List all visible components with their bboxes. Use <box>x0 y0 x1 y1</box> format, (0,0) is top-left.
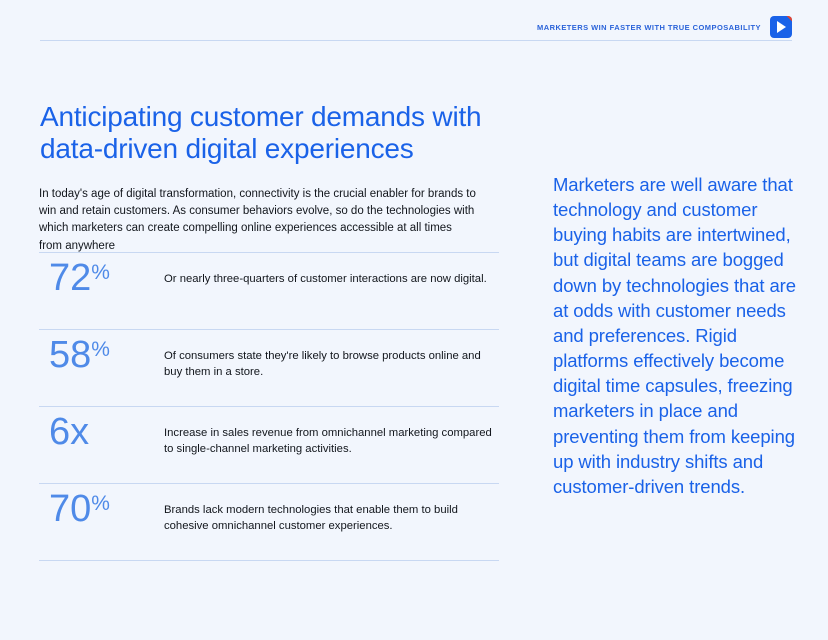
stat-row <box>39 252 499 330</box>
brand-logo-icon <box>770 16 792 38</box>
intro-paragraph: In today's age of digital transformation, connectivity is the crucial enabler for brands to win and retain customers. As consumer behaviors evolve, so do the technologies with which marketers can create compelling online experiences accessible at all times from anywhere <box>39 187 476 252</box>
stat-description: Brands lack modern technologies that enable them to build cohesive omnichannel customer experiences. <box>164 504 458 533</box>
stat-value: 70 <box>49 488 92 530</box>
stat-value: 72 <box>49 257 92 299</box>
stat-description: Of consumers state they're likely to browse products online and buy them in a store. <box>164 350 481 379</box>
page-title <box>40 101 560 165</box>
stat-suffix: % <box>91 492 110 515</box>
stat-suffix: x <box>70 411 90 453</box>
stat-row <box>39 484 499 561</box>
stat-figure <box>39 490 164 528</box>
stat-figure <box>39 259 164 297</box>
stats-list <box>39 252 499 561</box>
page-title-line-1: Anticipating customer demands with <box>40 100 482 132</box>
pull-quote: Marketers are well aware that technology and customer buying habits are intertwined, but digital teams are bogged down by technologies that are at odds with customer needs and preferences. Rigid platforms effectively become digital time capsules, freezing marketers in place and preventing them from keeping up with industry shifts and customer-driven trends. <box>553 174 796 497</box>
logo-corner-accent <box>786 16 792 22</box>
stat-figure <box>39 413 164 451</box>
stat-value: 6 <box>49 411 71 453</box>
stat-suffix: % <box>91 338 110 361</box>
stat-figure <box>39 336 164 374</box>
stat-suffix: % <box>91 261 110 284</box>
stat-row <box>39 407 499 484</box>
stat-value: 58 <box>49 334 92 376</box>
stat-description: Or nearly three-quarters of customer interactions are now digital. <box>164 273 487 285</box>
page-header <box>40 14 792 40</box>
logo-play-triangle <box>777 21 786 33</box>
header-tagline: MARKETERS WIN FASTER WITH TRUE COMPOSABILITY <box>537 22 761 32</box>
header-divider <box>40 40 792 41</box>
page-title-line-2: data-driven digital experiences <box>40 132 414 164</box>
stat-description: Increase in sales revenue from omnichannel marketing compared to single-channel marketing activities. <box>164 427 492 456</box>
stat-row <box>39 330 499 407</box>
